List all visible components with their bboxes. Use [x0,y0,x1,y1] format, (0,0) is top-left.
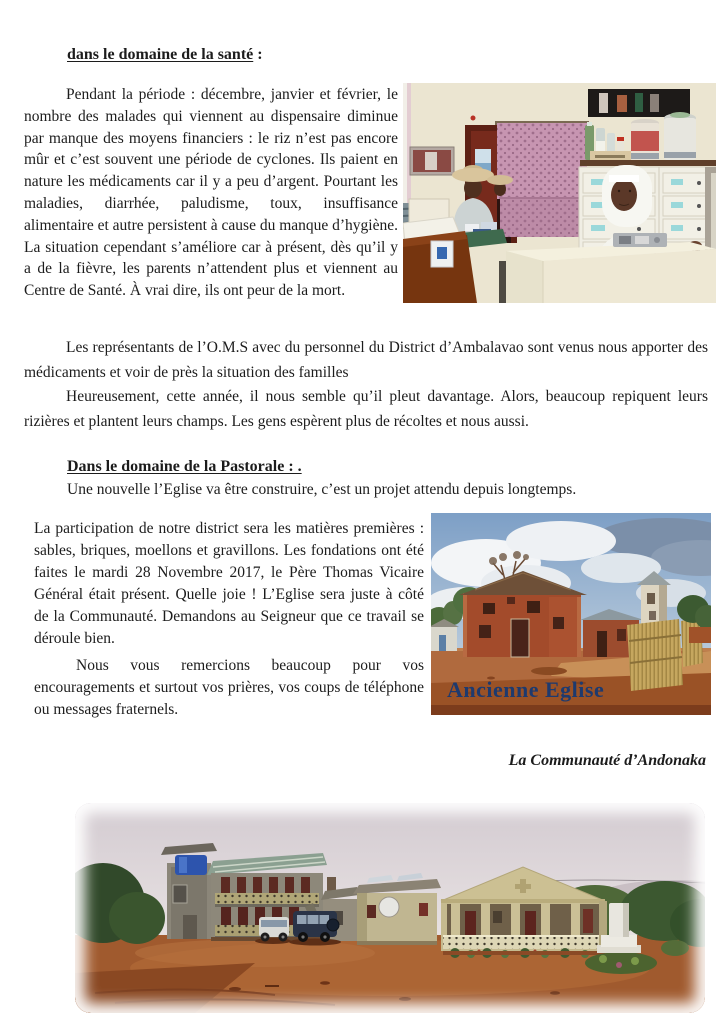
old-church-photo [431,513,711,715]
heading-pastorale-text: Dans le domaine de la Pastorale : . [67,458,302,475]
heading-sante-colon: : [253,46,263,63]
old-church-photo-illustration [431,513,711,715]
sante-paragraph-block [24,336,708,434]
wall-red-dot [471,116,476,121]
dispensary-photo [403,83,716,303]
community-compound-illustration [75,803,705,1013]
satellite-dish [379,897,399,917]
photo-caption: Ancienne Eglise [447,677,605,702]
sante-paragraph-1: Pendant la période : décembre, janvier et février, le nombre des malades qui viennent au dispensaire diminue par manque des moyens financiers : le riz n’est pas encore mûr et c’est souvent une période de cyclones. Ils paient en nature les médicaments car il y a peu d’argent. Pourtant les maladies, diarrhée, paludisme, toux, insuffisance alimentaire et autre persistent à cause du manque d’hygiène. La situation cependant s’améliore car à présent, dès qu’il y a de la fièvre, les parents n’attendent plus et viennent au Centre de Santé. À vrai dire, ils ont peur de la mort. [24,86,398,300]
pastorale-paragraph-1: La participation de notre district sera les matières premières : sables, briques, moellons et gravillons. Les fondations ont été faites le mardi 28 Novembre 2017, le Père Thomas Vicaire Général était présent. Quelle joie ! L’Eglise sera juste à côté de la Communauté. Demandons au Seigneur que ce travail se déroule bien. [34,520,424,647]
white-van [255,917,291,944]
section-heading-pastorale [67,458,302,476]
dispensary-photo-illustration [403,83,716,303]
pastorale-intro: Une nouvelle l’Eglise va être construire, c’est un projet attendu depuis longtemps. [67,481,577,498]
dark-suv [289,911,341,946]
pastorale-paragraph-2: Nous vous remercions beaucoup pour vos encouragements et surtout vos prières, vos coups de téléphone ou messages fraternels. [34,657,424,718]
community-compound-photo [75,803,705,1013]
sante-paragraph-2: Les représentants de l’O.M.S avec du personnel du District d’Ambalavao sont venus nous apporter des médicaments et voir de près la situation des familles [24,339,708,381]
section-heading-sante [67,46,263,64]
heading-sante-text: dans le domaine de la santé [67,46,254,63]
spare-wheel [327,919,339,931]
signature: La Communauté d’Andonaka [508,752,706,769]
sante-paragraph-3: Heureusement, cette année, il nous semble qu’il pleut davantage. Alors, beaucoup repiquent leurs rizières et plantent leurs champs. Les gens espèrent plus de récoltes et nous aussi. [24,388,708,430]
wall-picture [410,147,454,175]
